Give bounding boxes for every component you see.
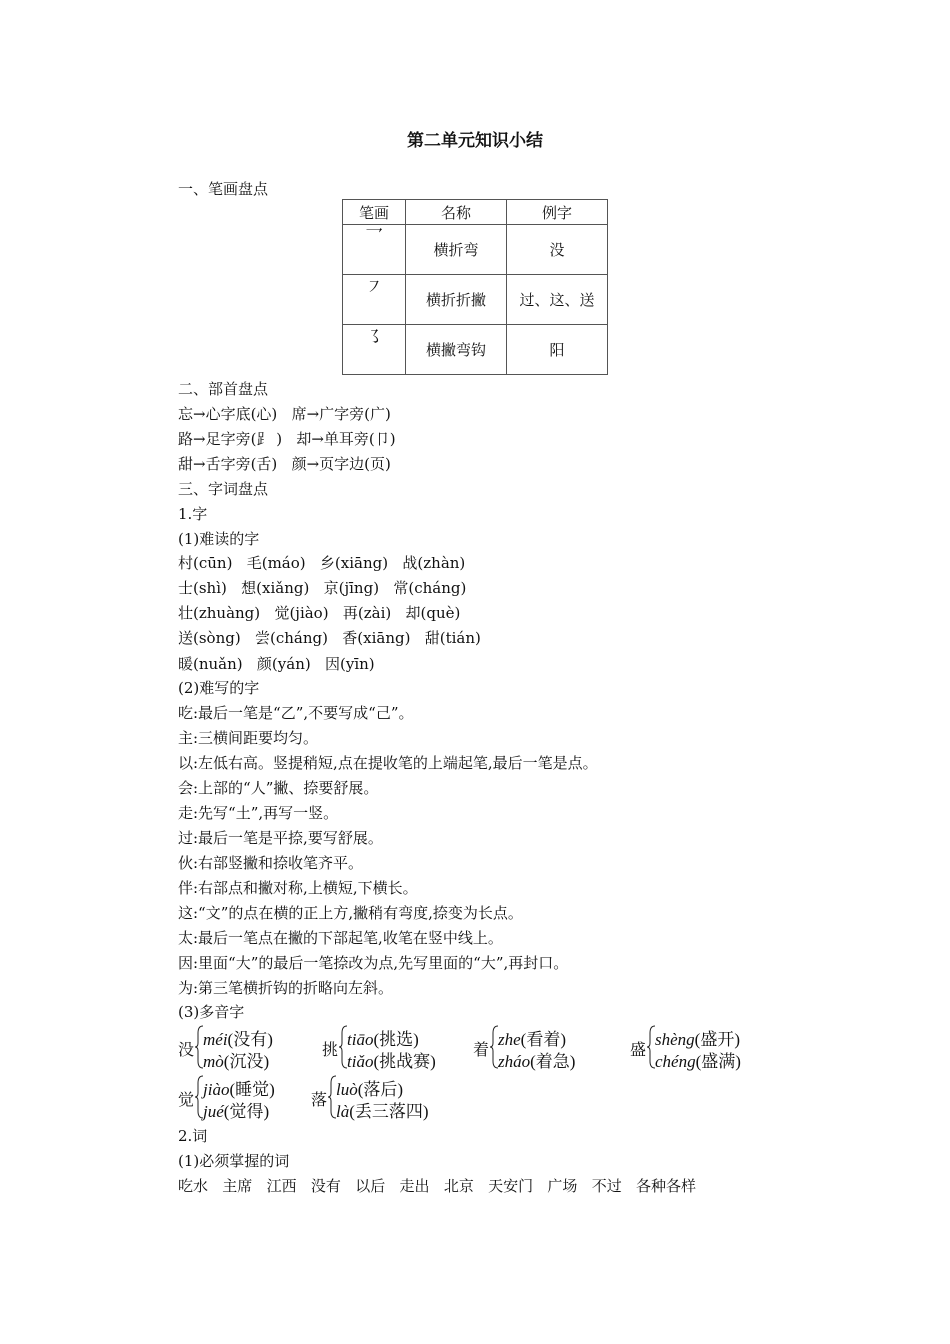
subheading-hard-to-read: (1)难读的字 [178, 530, 260, 548]
pinyin: tiāo [347, 1030, 374, 1049]
stroke-name-cell: 横折折撇 [406, 275, 507, 325]
table-header-cell: 笔画 [343, 200, 406, 225]
polyphone-char: 没 [178, 1040, 195, 1059]
hard-write-line: 以:左低右高。竖提稍短,点在提收笔的上端起笔,最后一笔是点。 [178, 754, 598, 772]
hard-read-line: 暖(nuǎn) 颜(yán) 因(yīn) [178, 655, 375, 673]
hard-write-line: 走:先写“土”,再写一竖。 [178, 804, 339, 822]
pinyin: chéng [655, 1052, 696, 1071]
radical-line: 甜→舌字旁(舌) 颜→页字边(页) [178, 455, 391, 473]
stroke-cell [343, 225, 406, 275]
hard-write-line: 吃:最后一笔是“乙”,不要写成“己”。 [178, 704, 414, 722]
pinyin: shèng [655, 1030, 695, 1049]
radical-line: 忘→心字底(心) 席→广字旁(广) [178, 405, 391, 423]
stroke-cell [343, 275, 406, 325]
stroke-glyph: 乛 [365, 226, 383, 248]
hard-write-line: 会:上部的“人”撇、捺要舒展。 [178, 779, 379, 797]
table-header-cell: 名称 [406, 200, 507, 225]
pinyin: jiào [203, 1080, 230, 1099]
section-heading-words: 三、字词盘点 [178, 480, 269, 498]
subheading-words: 2.词 [178, 1127, 208, 1145]
required-words-line: 吃水 主席 江西 没有 以后 走出 北京 天安门 广场 不过 各种各样 [178, 1177, 697, 1195]
example-word: (盛满) [695, 1052, 741, 1071]
subheading-hard-to-write: (2)难写的字 [178, 679, 260, 697]
hard-write-line: 伙:右部竖撇和捺收笔齐平。 [178, 854, 364, 872]
pinyin: luò [336, 1080, 358, 1099]
hard-read-line: 壮(zhuàng) 觉(jiào) 再(zài) 却(què) [178, 604, 461, 622]
stroke-name-cell: 横折弯 [406, 225, 507, 275]
pinyin: méi [203, 1030, 228, 1049]
hard-write-line: 太:最后一笔点在撇的下部起笔,收笔在竖中线上。 [178, 929, 503, 947]
polyphone-char: 觉 [178, 1090, 195, 1109]
example-word: (盛开) [694, 1030, 740, 1049]
polyphone-char: 着 [473, 1040, 490, 1059]
stroke-table [342, 199, 608, 375]
polyphone-char: 挑 [322, 1040, 339, 1059]
table-row [343, 325, 608, 375]
polyphone-char: 盛 [630, 1040, 647, 1059]
pinyin: tiǎo [347, 1052, 374, 1071]
example-word: (觉得) [223, 1102, 270, 1121]
pinyin: jué [203, 1102, 224, 1121]
hard-read-line: 送(sòng) 尝(cháng) 香(xiāng) 甜(tián) [178, 629, 481, 647]
stroke-example-cell: 阳 [507, 325, 608, 375]
example-word: (挑战赛) [373, 1052, 436, 1071]
example-word: (看着) [520, 1030, 566, 1049]
pinyin: mò [203, 1052, 224, 1071]
table-row [343, 225, 608, 275]
hard-write-line: 过:最后一笔是平捺,要写舒展。 [178, 829, 383, 847]
pinyin: zhe [498, 1030, 521, 1049]
subheading-required-words: (1)必须掌握的词 [178, 1152, 290, 1170]
stroke-glyph: ㇇ [365, 276, 383, 298]
table-header-row [343, 200, 608, 225]
hard-read-line: 士(shì) 想(xiǎng) 京(jīng) 常(cháng) [178, 579, 467, 597]
subheading-characters: 1.字 [178, 505, 208, 523]
table-header-cell: 例字 [507, 200, 608, 225]
hard-write-line: 主:三横间距要均匀。 [178, 729, 319, 747]
example-word: (沉没) [223, 1052, 270, 1071]
hard-write-line: 伴:右部点和撇对称,上横短,下横长。 [178, 879, 418, 897]
example-word: (落后) [357, 1080, 404, 1099]
stroke-glyph: ㇌ [365, 326, 383, 348]
section-heading-radicals: 二、部首盘点 [178, 380, 269, 398]
example-word: (睡觉) [229, 1080, 275, 1099]
stroke-name-cell: 横撇弯钩 [406, 325, 507, 375]
hard-write-line: 这:“文”的点在横的正上方,撇稍有弯度,捺变为长点。 [178, 904, 523, 922]
page-title: 第二单元知识小结 [407, 131, 543, 151]
hard-write-line: 因:里面“大”的最后一笔捺改为点,先写里面的“大”,再封口。 [178, 954, 569, 972]
example-word: (挑选) [373, 1030, 419, 1049]
pinyin: là [336, 1102, 350, 1121]
hard-read-line: 村(cūn) 毛(máo) 乡(xiāng) 战(zhàn) [178, 554, 466, 572]
table-row [343, 275, 608, 325]
stroke-example-cell: 过、这、送 [507, 275, 608, 325]
stroke-cell [343, 325, 406, 375]
example-word: (着急) [530, 1052, 576, 1071]
polyphone-char: 落 [311, 1090, 328, 1109]
stroke-example-cell: 没 [507, 225, 608, 275]
subheading-polyphones: (3)多音字 [178, 1003, 245, 1021]
example-word: (没有) [227, 1030, 273, 1049]
hard-write-line: 为:第三笔横折钩的折略向左斜。 [178, 979, 394, 997]
pinyin: zháo [498, 1052, 531, 1071]
example-word: (丢三落四) [349, 1102, 429, 1121]
radical-line: 路→足字旁(⻊ ) 却→单耳旁(卩) [178, 430, 396, 448]
section-heading-strokes: 一、笔画盘点 [178, 180, 269, 198]
